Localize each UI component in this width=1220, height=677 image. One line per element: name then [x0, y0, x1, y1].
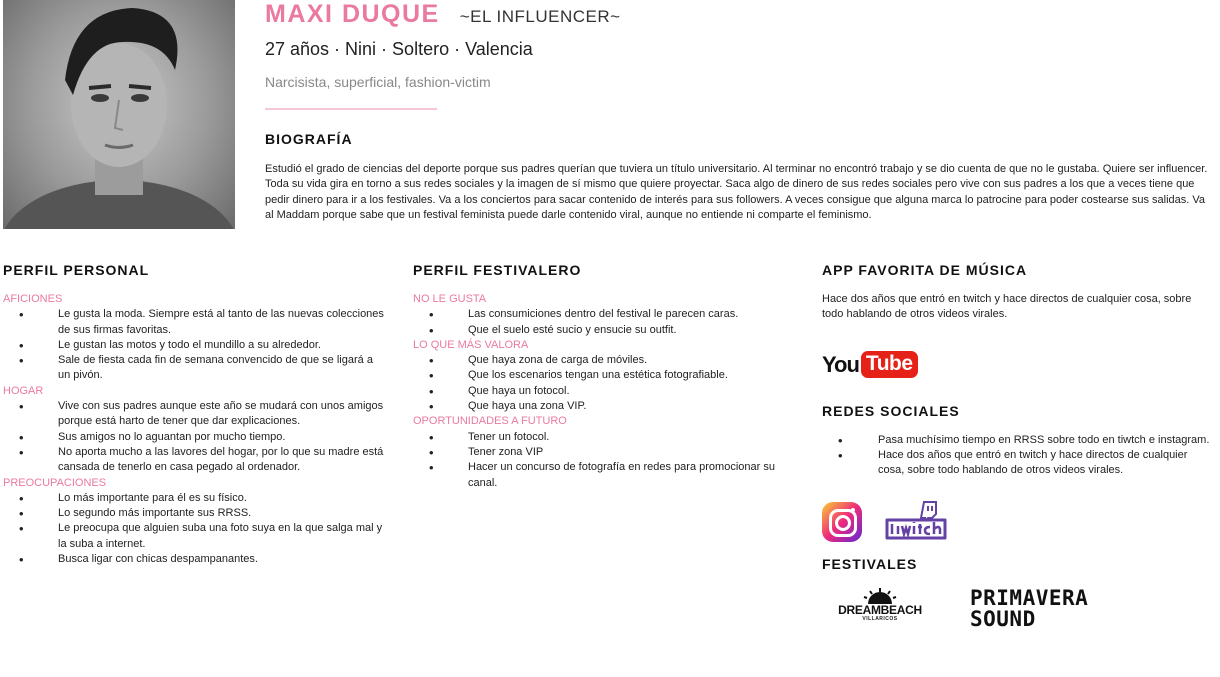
festival-profile-section — [413, 262, 803, 491]
list-item: • Que el suelo esté sucio y ensucie su outfit. — [413, 323, 803, 338]
bullet-list — [413, 430, 803, 491]
section-title: APP FAVORITA DE MÚSICA — [822, 262, 1028, 278]
list-item: • Lo segundo más importante sus RRSS. — [3, 506, 393, 521]
profile-photo — [3, 0, 235, 229]
bullet-list — [822, 433, 1212, 479]
list-item: • Que los escenarios tengan una estética fotografiable. — [413, 368, 803, 383]
group-label: HOGAR — [3, 384, 44, 397]
list-item: • Sale de fiesta cada fin de semana convencido de que se ligará a un pivón. — [3, 353, 393, 384]
music-text: Hace dos años que entró en twitch y hace directos de cualquier cosa, sobre todo hablando de otros videos virales. — [822, 293, 1192, 321]
list-item: • Que haya un fotocol. — [413, 384, 803, 399]
list-item: • Le gusta la moda. Siempre está al tanto de las nuevas colecciones de sus firmas favoritas. — [3, 307, 393, 338]
list-item: • Tener zona VIP — [413, 445, 803, 460]
personal-profile-section — [3, 262, 393, 567]
list-item: • Hacer un concurso de fotografía en redes para promocionar su canal. — [413, 460, 803, 491]
bullet-list — [3, 399, 393, 475]
primavera-sound-logo — [970, 588, 1088, 630]
list-item: • Vive con sus padres aunque este año se mudará con unos amigos porque está harto de tener que dar explicaciones. — [3, 399, 393, 430]
sun-icon — [862, 588, 898, 604]
bio-title: BIOGRAFÍA — [265, 131, 353, 147]
list-item: • Que haya zona de carga de móviles. — [413, 353, 803, 368]
social-logos — [822, 500, 1212, 544]
list-item: • Le preocupa que alguien suba una foto suya en la que salga mal y la suba a internet. — [3, 521, 393, 552]
list-item: • Que haya una zona VIP. — [413, 399, 803, 414]
bullet-list — [413, 353, 803, 414]
list-item: • Las consumiciones dentro del festival le parecen caras. — [413, 307, 803, 322]
dreambeach-subtext: VILLARICOS — [862, 616, 898, 623]
persona-facts: 27 años · Nini · Soltero · Valencia — [265, 39, 533, 59]
group-label: OPORTUNIDADES A FUTURO — [413, 415, 567, 428]
section-title: REDES SOCIALES — [822, 402, 960, 419]
apps-section — [822, 262, 1212, 630]
bullet-list — [413, 307, 803, 338]
persona-name: MAXI DUQUE — [265, 0, 440, 28]
youtube-logo — [822, 349, 1212, 381]
divider — [265, 108, 437, 110]
list-item: • Sus amigos no lo aguantan por mucho tiempo. — [3, 430, 393, 445]
twitch-logo-icon — [884, 500, 948, 544]
bullet-list — [3, 307, 393, 383]
primavera-text: PRIMAVERA — [970, 586, 1089, 611]
list-item: • Le gustan las motos y todo el mundillo a su alrededor. — [3, 338, 393, 353]
list-item: • Hace dos años que entró en twitch y hace directos de cualquier cosa, sobre todo hablando de otros videos virales. — [822, 448, 1212, 479]
group-label: NO LE GUSTA — [413, 293, 487, 305]
list-item: • Lo más importante para él es su físico. — [3, 491, 393, 506]
youtube-logo-you: You — [822, 351, 859, 377]
youtube-logo-tube: Tube — [861, 351, 918, 378]
list-item: • Tener un fotocol. — [413, 430, 803, 445]
list-item: • Busca ligar con chicas despampanantes. — [3, 552, 393, 567]
group-label: AFICIONES — [3, 293, 63, 305]
dreambeach-text: DREAMBEACH — [838, 603, 922, 618]
name-row — [265, 0, 621, 30]
bullet-list — [3, 491, 393, 567]
sound-text: SOUND — [970, 607, 1036, 632]
section-title: FESTIVALES — [822, 556, 918, 573]
list-item: • Pasa muchísimo tiempo en RRSS sobre todo en tiwtch e instagram. — [822, 433, 1212, 448]
group-label: LO QUE MÁS VALORA — [413, 338, 529, 351]
instagram-icon — [822, 502, 862, 542]
group-label: PREOCUPACIONES — [3, 476, 107, 489]
persona-tagline: ~EL INFLUENCER~ — [459, 7, 621, 26]
festival-logos — [822, 588, 1212, 630]
section-title: PERFIL FESTIVALERO — [413, 262, 582, 278]
list-item: • No aporta mucho a las lavores del hogar, por lo que su madre está cansada de tenerlo en casa pegado al ordenador. — [3, 445, 393, 476]
portrait-illustration — [3, 0, 235, 229]
bio-text: Estudió el grado de ciencias del deporte porque sus padres querían que tuviera un título universitario. Al terminar no encontró trabajo y se dio cuenta de que no le gustaba. Quiere ser influencer. Toda su vida gira en torno a sus redes sociales y la imagen de sí mismo que quiere proyectar. Saca algo de dinero de sus redes sociales pero vive con sus padres a los que a veces tiene que pedir dinero para ir a los festivales. Va a los conciertos para sacar contenido de interés para sus followers. A veces consigue que alguna marca lo patrocine para poder costearse sus salidas. Va al Maddam porque sabe que un festival feminista puede darle contenido viral, aunque no entiende ni comparte el feminismo. — [265, 163, 1208, 221]
section-title: PERFIL PERSONAL — [3, 262, 150, 278]
dreambeach-logo — [822, 588, 938, 628]
persona-traits: Narcisista, superficial, fashion-victim — [265, 74, 491, 90]
